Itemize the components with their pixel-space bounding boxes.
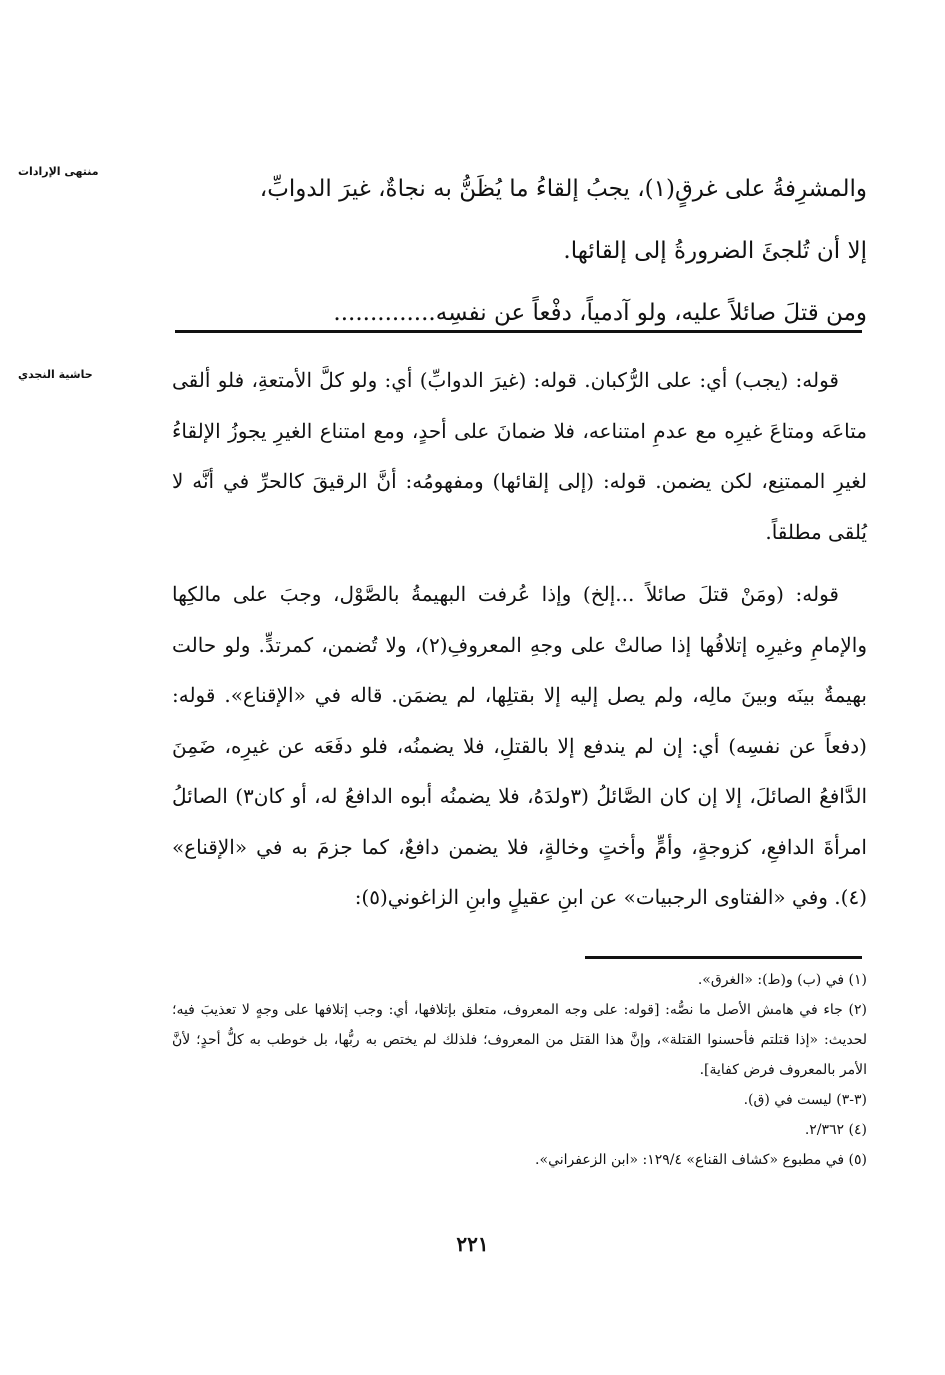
matn-line: ومن قتلَ صائلاً عليه، ولو آدمياً، دفْعاً عن نفسِه.............. <box>333 300 867 326</box>
sharh-text <box>172 355 867 923</box>
side-label-sharh: حاشية النجدي <box>18 368 93 381</box>
footnote: (٥) في مطبوع «كشاف القناع» ١٢٩/٤: «ابن الزعفراني». <box>535 1152 867 1168</box>
matn-line: إلا أن تُلجئَ الضرورةُ إلى إلقائها. <box>563 238 867 264</box>
footnote: (٣-٣) ليست في (ق). <box>743 1092 867 1108</box>
section-divider <box>175 330 862 333</box>
side-label-matn: منتهى الإرادات <box>18 165 99 178</box>
footnote: (٤) ٢/٣٦٢. <box>804 1122 867 1138</box>
sharh-paragraph: قوله: (ومَنْ قتلَ صائلاً ...إلخ) وإذا عُرفت البهيمةُ بالصَّوْل، وجبَ على مالكِها والإمامِ وغيرِه إتلافُها إذا صالتْ على وجهِ المعروفِ(٢)، ولا تُضمن، كمرتدٍّ. ولو حالت بهيمةٌ بينَه وبينَ مالِه، ولم يصل إليه إلا بقتلِها، لم يضمَن. قاله في «الإقناع». قوله: (دفعاً عن نفسِه) أي: إن لم يندفع إلا بالقتلِ، فلا يضمنُه، فلو دفَعَه عن غيرِه، ضَمِنَ الدَّافعُ الصائلَ، إلا إن كان الصَّائلُ (٣ولدَهُ، فلا يضمنُه أبوه الدافعُ له، أو كان٣) الصائلُ امرأةَ الدافعِ، كزوجةٍ، وأمٍّ وأختٍ وخالةٍ، فلا يضمن دافعٌ، كما جزمَ به في «الإقناع» (٤). وفي «الفتاوى الرجبيات» عن ابنِ عقيلٍ وابنِ الزاغوني(٥): <box>172 582 867 909</box>
page-number: ٢٢١ <box>456 1232 489 1256</box>
matn-line: والمشرِفةُ على غرقٍ(١)، يجبُ إلقاءُ ما يُظَنُّ به نجاةٌ، غيرَ الدوابِّ، <box>259 176 867 202</box>
footnotes <box>172 965 867 1175</box>
footnote-divider <box>585 956 862 959</box>
sharh-paragraph: قوله: (يجب) أي: على الرُّكبان. قوله: (غيرَ الدوابِّ) أي: ولو كلَّ الأمتعةِ، فلو ألقى متاعَه ومتاعَ غيرِه مع عدمِ امتناعه، فلا ضمانَ على أحدٍ، ومع امتناع الغيرِ يجوزُ الإلقاءُ لغيرِ الممتنِع، لكن يضمن. قوله: (إلى إلقائها) ومفهومُه: أنَّ الرقيقَ كالحرِّ في أنَّه لا يُلقى مطلقاً. <box>172 368 867 544</box>
footnote: (٢) جاء في هامش الأصل ما نصُّه: [قوله: على وجه المعروف، متعلق بإتلافها، أي: وجب إتلافها على وجهٍ لا تعذيبَ فيه؛ لحديث: «إذا قتلتم فأحسنوا القتلة»، وإنَّ هذا القتل من المعروف؛ فلذلك لم يختص به ربُّها، بل خوطب به كلُّ أحدٍ؛ لأنَّ الأمر بالمعروف فرض كفاية]. <box>172 1002 868 1078</box>
matn-text <box>172 158 867 344</box>
footnote: (١) في (ب) و(ط): «الغرق». <box>697 972 867 988</box>
